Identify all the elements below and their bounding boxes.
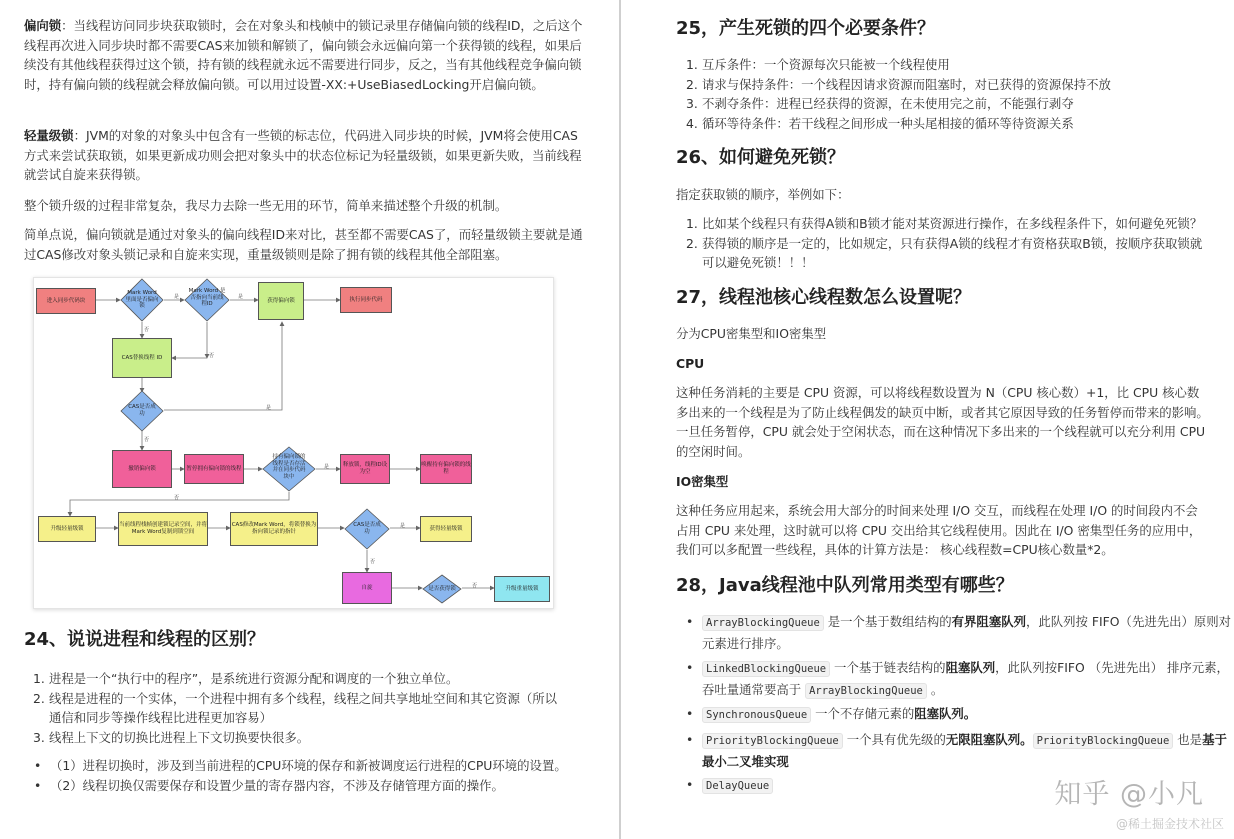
list-26-item-1: 1. 比如某个线程只有获得A锁和B锁才能对某资源进行操作，在多线程条件下，如何避免死锁？ <box>686 216 1203 231</box>
list-25-item-3: 3. 不剥夺条件：进程已经获得的资源，在未使用完之前，不能强行剥夺 <box>686 96 1074 111</box>
biased-lock-paragraph <box>24 16 584 94</box>
node-enter-sync-block: 进入同步代码块 <box>36 288 96 314</box>
edge-yes-2: 是 <box>238 294 244 300</box>
label-cas-success-1: CAS是否成功 <box>128 404 156 417</box>
right-page <box>622 0 1234 839</box>
heading-25: 25，产生死锁的四个必要条件？ <box>676 18 936 39</box>
node-wake-thread: 唤醒持有偏向锁的线程 <box>420 454 472 484</box>
list-24-item-1: 1. 进程是一个“执行中的程序”，是系统进行资源分配和调度的一个独立单位。 <box>33 671 459 686</box>
edge-yes-1: 是 <box>174 294 180 300</box>
cpu-heading: CPU <box>676 356 705 371</box>
edge-no-1: 否 <box>144 327 150 333</box>
node-exec-sync-code: 执行同步代码 <box>340 287 392 313</box>
node-upgrade-lightweight: 升级轻量级锁 <box>38 516 96 542</box>
para-27: 分为CPU密集型和IO密集型 <box>676 326 827 341</box>
label-thread-alive: 持有偏向锁的线程是否存活并在同步代码块中 <box>272 454 306 480</box>
list-24-item-2: 2. 线程是进程的一个实体，一个进程中拥有多个线程，线程之间共享地址空间和其它资源（所以通信和同步等操作线程比进程更加容易） <box>33 690 558 725</box>
queue-item-5: • DelayQueue <box>680 775 1232 797</box>
queue-item-3: • SynchronousQueue 一个不存储元素的阻塞队列。 <box>686 706 977 721</box>
queue-item-1: • ArrayBlockingQueue 是一个基于数组结构的有界阻塞队列，此队列按 FIFO（先进先出）原则对元素进行排序。 <box>686 614 1232 651</box>
bullet-24-2: • （2）线程切换仅需要保存和设置少量的寄存器内容，不涉及存储管理方面的操作。 <box>34 778 504 793</box>
watermark-juejin: @稀土掘金技术社区 <box>1115 817 1224 831</box>
label-points-to-thread: Mark Word 是否指向当前线程ID <box>188 288 226 307</box>
node-spin: 自旋 <box>342 572 392 604</box>
heading-24: 24、说说进程和线程的区别？ <box>24 629 266 650</box>
flowchart-connectors <box>34 278 553 608</box>
bullet-24-1: • （1）进程切换时，涉及到当前进程的CPU环境的保存和新被调度运行进程的CPU环境的设置。 <box>34 758 567 773</box>
label-is-biased: Mark Word 里面是否偏向锁 <box>125 290 159 309</box>
biased-lock-term: 偏向锁 <box>24 18 62 33</box>
lightweight-lock-text: ：JVM的对象的对象头中包含有一些锁的标志位，代码进入同步块的时候，JVM将会使用CAS方式来尝试获取锁，如果更新成功则会把对象头中的状态位标记为轻量级锁，如果更新失败，当前线程就尝试自旋来获得锁。 <box>24 128 582 182</box>
list-24 <box>33 669 563 747</box>
list-25-item-2: 2. 请求与保持条件：一个线程因请求资源而阻塞时，对已获得的资源保持不放 <box>686 76 1111 92</box>
summary-paragraph: 简单点说，偏向锁就是通过对象头的偏向线程ID来对比，甚至都不需要CAS了，而轻量级锁主要就是通过CAS修改对象头锁记录和自旋来实现，重量级锁则是除了拥有锁的线程其他全部阻塞。 <box>24 227 583 262</box>
edge-no-5: 否 <box>370 559 376 565</box>
queue-item-4: • PriorityBlockingQueue 一个具有优先级的无限阻塞队列。 PriorityBlockingQueue 也是基于最小二叉堆实现 <box>686 732 1227 769</box>
node-revoke-biased: 撤销偏向锁 <box>112 450 172 488</box>
node-pause-thread: 暂停拥有偏向锁的线程 <box>184 454 244 484</box>
upgrade-intro-paragraph: 整个锁升级的过程非常复杂，我尽力去除一些无用的环节，简单来描述整个升级的机制。 <box>24 198 508 213</box>
page-divider <box>619 0 621 839</box>
biased-lock-text: ：当线程访问同步块获取锁时，会在对象头和栈帧中的锁记录里存储偏向锁的线程ID，之后这个线程再次进入同步块时都不需要CAS来加锁和解锁了，偏向锁会永远偏向第一个获得锁的线程，如果后续没有其他线程获得过这个锁，持有锁的线程就永远不需要进行同步，反之，当有其他线程竞争偏向锁时，持有偏向锁的线程就会释放偏向锁。可以用过设置-XX:+UseBiasedLocking开启偏向锁。 <box>24 18 583 92</box>
edge-yes-3: 是 <box>266 405 272 411</box>
edge-no-2: 否 <box>209 353 215 359</box>
node-upgrade-heavyweight: 升级重量级锁 <box>494 576 550 602</box>
heading-27: 27，线程池核心线程数怎么设置呢？ <box>676 287 972 308</box>
cpu-paragraph: 这种任务消耗的主要是 CPU 资源，可以将线程数设置为 N（CPU 核心数）+1，比 CPU 核心数多出来的一个线程是为了防止线程偶发的缺页中断，或者其它原因导致的任务暂停而带来的影响。一旦任务暂停，CPU 就会处于空闲状态，而在这种情况下多出来的一个线程就可以充分利用 CPU 的空闲时间。 <box>676 385 1209 459</box>
list-24-item-3: 3. 线程上下文的切换比进程上下文切换要快很多。 <box>33 729 310 745</box>
edge-yes-5: 是 <box>400 523 406 529</box>
edge-no-3: 否 <box>144 437 150 443</box>
node-create-lock-record: 当前线程栈帧创建锁记录空间，并将Mark Word复制到锁空间 <box>118 512 208 546</box>
label-got-lock: 是否获得锁 <box>428 586 456 592</box>
heading-26: 26、如何避免死锁？ <box>676 147 846 168</box>
label-cas-success-2: CAS是否成功 <box>353 522 381 535</box>
lock-upgrade-flowchart <box>33 277 554 609</box>
para-26: 指定获取锁的顺序，举例如下： <box>676 187 850 202</box>
edge-yes-4: 是 <box>324 464 330 470</box>
node-get-lightweight: 获得轻量级锁 <box>420 516 472 542</box>
list-25 <box>686 55 1206 133</box>
io-paragraph: 这种任务应用起来，系统会用大部分的时间来处理 I/O 交互，而线程在处理 I/O 的时间段内不会占用 CPU 来处理，这时就可以将 CPU 交出给其它线程使用。因此在 I/O 密集型任务的应用中，我们可以多配置一些线程，具体的计算方法是： 核心线程数=CPU核心数量*2。 <box>676 503 1202 557</box>
node-get-biased-lock: 获得偏向锁 <box>258 282 304 320</box>
queue-item-2: • LinkedBlockingQueue 一个基于链表结构的阻塞队列，此队列按FIFO （先进先出） 排序元素，吞吐量通常要高于 ArrayBlockingQueue 。 <box>686 660 1229 697</box>
edge-no-6: 否 <box>472 583 478 589</box>
list-25-item-1: 1. 互斥条件：一个资源每次只能被一个线程使用 <box>686 57 950 72</box>
lightweight-lock-paragraph <box>24 126 584 185</box>
node-release-lock: 释放锁，线程ID设为空 <box>340 454 390 484</box>
io-heading: IO密集型 <box>676 474 729 489</box>
list-26-item-2: 2. 获得锁的顺序是一定的，比如规定，只有获得A锁的线程才有资格获取B锁，按顺序获取锁就可以避免死锁！！！ <box>686 235 1203 270</box>
list-25-item-4: 4. 循环等待条件：若干线程之间形成一种头尾相接的循环等待资源关系 <box>686 115 1074 131</box>
lightweight-lock-term: 轻量级锁 <box>24 128 74 143</box>
node-cas-replace-thread-id: CAS替换线程 ID <box>112 338 172 378</box>
edge-no-4: 否 <box>174 495 180 501</box>
watermark-zhihu: 知乎 @小凡 <box>1054 779 1204 810</box>
node-cas-mark-word: CAS修改Mark Word，将锁替换为指向锁记录的指针 <box>230 512 318 546</box>
list-26 <box>686 214 1206 273</box>
heading-28: 28，Java线程池中队列常用类型有哪些？ <box>676 575 1014 596</box>
